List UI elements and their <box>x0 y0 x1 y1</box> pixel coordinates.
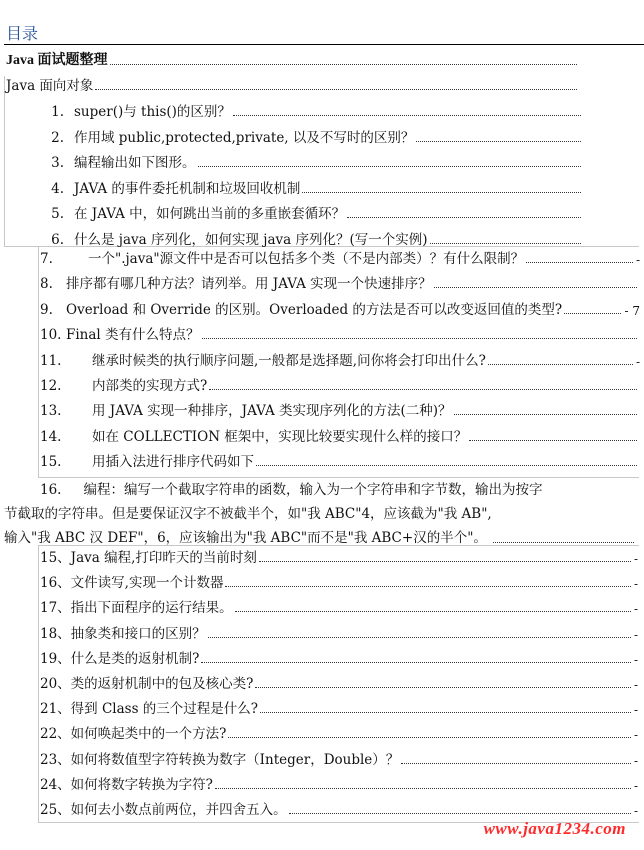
toc-item-a-4[interactable] <box>34 178 584 199</box>
toc-item-number: 7. <box>40 251 53 267</box>
toc-item-a-3[interactable] <box>34 152 584 173</box>
toc-page-number: - <box>635 354 640 369</box>
toc-page-number: - <box>633 577 638 592</box>
toc-item-c-3[interactable] <box>40 597 638 618</box>
toc-page-number: - <box>633 778 638 793</box>
toc-item-title: 19、什么是类的返射机制? <box>40 650 200 667</box>
toc-item-c-6[interactable] <box>40 673 638 694</box>
toc-item-b-5[interactable] <box>40 350 640 371</box>
toc-item-16-line3: 输入"我 ABC 汉 DEF"，6，应该输出为"我 ABC"而不是"我 ABC+汉的半个"。 <box>4 530 487 546</box>
toc-item-title: 21、得到 Class 的三个过程是什么? <box>40 701 259 718</box>
toc-page-number: - <box>633 728 638 743</box>
toc-item-title: 25、如何去小数点前两位，并四舍五入。 <box>40 802 287 818</box>
toc-item-number: 10. <box>40 327 62 344</box>
toc-item-b-7[interactable] <box>40 400 640 421</box>
toc-item-number: 13. <box>40 403 62 420</box>
toc-item-number: 2. <box>51 129 64 146</box>
toc-item-c-4[interactable] <box>40 623 638 644</box>
toc-heading: 目录 <box>6 24 39 43</box>
toc-item-title: JAVA 的事件委托机制和垃圾回收机制 <box>74 180 301 197</box>
toc-item-title: 在 JAVA 中，如何跳出当前的多重嵌套循环？ <box>74 206 346 222</box>
toc-item-number: 4. <box>51 180 64 197</box>
toc-page-number: - <box>633 703 638 718</box>
toc-item-title: 排序都有哪几种方法？请列举。用 JAVA 实现一个快速排序？ <box>66 276 432 293</box>
toc-item-c-11[interactable] <box>40 799 638 820</box>
toc-item-number: 14. <box>40 428 62 445</box>
toc-item-b-4[interactable] <box>40 324 640 345</box>
toc-item-b-3[interactable] <box>40 299 640 320</box>
toc-item-number: 3. <box>51 155 64 171</box>
toc-subsection-oop[interactable] <box>6 75 580 96</box>
toc-item-title: super()与 this()的区别？ <box>74 104 231 120</box>
toc-section-java-interview[interactable] <box>6 50 580 71</box>
toc-item-number: 11. <box>40 352 62 369</box>
toc-item-c-8[interactable] <box>40 723 638 744</box>
toc-page-number: - <box>635 253 640 267</box>
toc-item-title: 继承时候类的执行顺序问题,一般都是选择题,问你将会打印出什么? <box>92 352 486 369</box>
toc-item-title: 18、抽象类和接口的区别？ <box>40 625 206 642</box>
toc-item-number: 5. <box>51 206 64 222</box>
toc-item-c-1[interactable] <box>40 547 638 568</box>
toc-item-16-line1: 编程：编写一个截取字符串的函数，输入为一个字符串和字节数，输出为按字 <box>83 482 543 498</box>
toc-item-title: Final 类有什么特点？ <box>66 327 200 344</box>
toc-item-title: 一个".java"源文件中是否可以包括多个类（不是内部类）？有什么限制？ <box>88 251 525 267</box>
toc-item-a-2[interactable] <box>34 127 584 148</box>
toc-page-number: - <box>633 602 638 617</box>
toc-item-title: 什么是 java 序列化，如何实现 java 序列化？(写一个实例) <box>74 231 428 248</box>
toc-item-title: 编程输出如下图形。 <box>74 155 196 171</box>
toc-item-number: 1. <box>51 104 64 120</box>
toc-item-title: 17、指出下面程序的运行结果。 <box>40 600 233 617</box>
toc-item-title: 作用域 public,protected,private, 以及不写时的区别？ <box>74 129 415 146</box>
toc-subsection-label: Java 面向对象 <box>6 78 94 94</box>
toc-item-title: 内部类的实现方式? <box>92 378 208 394</box>
toc-item-title: 用插入法进行排序代码如下 <box>92 454 254 471</box>
toc-item-c-7[interactable] <box>40 698 638 719</box>
toc-page-number: - <box>633 678 638 692</box>
toc-page-number: - <box>633 753 638 768</box>
toc-item-a-5[interactable] <box>34 203 584 224</box>
toc-page-number: - <box>633 652 638 667</box>
toc-item-title: Overload 和 Override 的区别。Overloaded 的方法是否可以改变返回值的类型? <box>66 301 563 318</box>
toc-page-number: - <box>633 804 638 818</box>
toc-item-c-5[interactable] <box>40 648 638 669</box>
toc-item-title: 16、文件读写,实现一个计数器 <box>40 575 224 592</box>
toc-item-c-10[interactable] <box>40 774 638 795</box>
toc-page-number: - <box>633 552 638 566</box>
toc-item-b-6[interactable] <box>40 375 640 396</box>
toc-item-16-num: 16. <box>40 482 62 498</box>
toc-item-number: 8. <box>40 276 53 293</box>
toc-item-title: 如在 COLLECTION 框架中，实现比较要实现什么样的接口？ <box>92 428 468 445</box>
toc-item-a-1[interactable] <box>34 101 584 122</box>
site-watermark: www.java1234.com <box>483 819 626 838</box>
toc-section-label: Java 面试题整理 <box>6 53 108 68</box>
toc-item-16-line2: 节截取的字符串。但是要保证汉字不被截半个，如"我 ABC"4，应该截为"我 AB", <box>4 506 492 522</box>
toc-page-number: - <box>633 627 638 642</box>
toc-item-number: 9. <box>40 301 53 318</box>
toc-item-b-2[interactable] <box>40 273 640 294</box>
toc-item-c-2[interactable] <box>40 572 638 593</box>
toc-item-title: 23、如何将数值型字符转换为数字（Integer，Double）？ <box>40 751 400 768</box>
toc-item-number: 12. <box>40 378 62 394</box>
toc-item-number: 15. <box>40 454 62 471</box>
toc-item-title: 20、类的返射机制中的包及核心类? <box>40 676 254 692</box>
toc-item-b-9[interactable] <box>40 451 640 472</box>
toc-item-c-9[interactable] <box>40 749 638 770</box>
toc-item-b-1[interactable] <box>40 248 640 269</box>
toc-item-title: 用 JAVA 实现一种排序，JAVA 类实现序列化的方法(二种)？ <box>92 403 452 420</box>
toc-item-number: 6. <box>51 231 64 248</box>
toc-item-title: 15、Java 编程,打印昨天的当前时刻 <box>40 550 257 566</box>
toc-item-16[interactable] <box>4 478 638 550</box>
toc-item-title: 24、如何将数字转换为字符? <box>40 776 213 793</box>
toc-page-number: - 7 <box>624 303 640 318</box>
heading-divider <box>4 44 644 45</box>
toc-item-b-8[interactable] <box>40 426 640 447</box>
toc-item-title: 22、如何唤起类中的一个方法? <box>40 726 227 743</box>
